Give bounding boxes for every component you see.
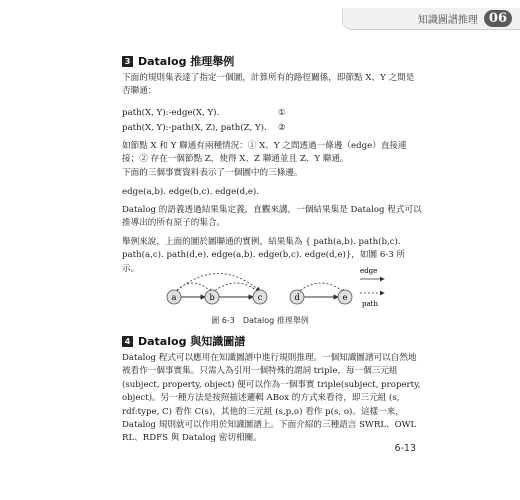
figure-caption: 圖 6-3 Datalog 推理舉例	[211, 316, 309, 325]
section-4-heading	[122, 333, 245, 349]
svg-text:a: a	[171, 293, 177, 302]
rule-2-text: path(X, Y):-path(X, Z), path(Z, Y).	[122, 123, 267, 133]
path-edge-d-e	[297, 283, 345, 293]
path-edge-a-c	[174, 273, 260, 293]
rule-2	[122, 123, 286, 133]
svg-text:c: c	[257, 293, 263, 302]
section-4-body: Datalog 程式可以應用在知識圖譜中進行規則推理。一個知識圖譜可以自然地被看作一個事實集。只需人為引用一個特殊的謂詞 triple，每一個三元組 (subject, property, object) 便可以作為一個事實 triple(subject, property, object)。另一種方法是按照描述邏輯 ABox 的方式來看待，即三元組 (s, rdf:type, C) 看作 C(s)，其他的三元組 (s,p,o) 看作 p(s, o)。這樣一來，Datalog 規則就可以作用於知識圖譜上。下面介紹的三種語言 SWRL、OWL RL、RDFS 與 Datalog 密切相關。	[122, 353, 421, 444]
node-a	[167, 290, 181, 304]
section-title: Datalog 與知識圖譜	[138, 335, 246, 348]
chapter-header-tab	[342, 8, 520, 30]
legend-edge-label: edge	[360, 267, 378, 275]
svg-text:e: e	[342, 293, 348, 302]
figure-legend	[360, 267, 384, 308]
facts-list: edge(a,b). edge(b,c). edge(d,e).	[122, 187, 260, 197]
node-b	[205, 290, 219, 304]
section-number-badge: 4	[122, 336, 133, 347]
datalog-graph-figure	[152, 263, 392, 315]
path-edge-a-b	[174, 283, 212, 293]
section-number-badge: 3	[122, 56, 133, 67]
page-number: 6-13	[394, 443, 416, 454]
legend-path-label: path	[362, 300, 378, 308]
node-e	[338, 290, 352, 304]
chapter-number: 06	[484, 10, 512, 27]
example-paragraph: 舉例來說，上面的圖於圖聯通的實例，結果集為 { path(a,b). path(b,c). path(a,c). path(d,e). edge(a,b). edge(b,c). edge(d,e)}，如圖 6-3 所示。	[122, 237, 405, 274]
semantics-paragraph: Datalog 的語義透過結果集定義，直觀來講，一個結果集是 Datalog 程式可以推導出的所有原子的集合。	[122, 205, 422, 229]
svg-text:d: d	[294, 293, 300, 302]
facts-intro: 下面的三個事實資料表示了一個圖中的三條邊。	[122, 168, 303, 178]
rule-1-mark: ①	[278, 108, 286, 118]
section-3-heading	[122, 53, 234, 69]
section-title: Datalog 推理舉例	[138, 55, 235, 68]
rule-explanation: 如節點 X 和 Y 聯通有兩種情況：① X、Y 之間透過一條邊（edge）直接連接；② 存在一個節點 Z，使得 X、Z 聯通並且 Z、Y 聯通。	[122, 141, 407, 165]
node-d	[290, 290, 304, 304]
node-c	[253, 290, 267, 304]
chapter-title: 知識圖譜推理	[417, 15, 478, 26]
section-3-intro: 下面的規則集表達了指定一個圖，計算所有的路徑關係，即節點 X、Y 之間是否聯通：	[122, 73, 415, 97]
path-edge-b-c	[212, 283, 260, 293]
rule-2-mark: ②	[278, 123, 286, 133]
rule-1	[122, 108, 286, 118]
svg-text:b: b	[209, 293, 215, 302]
rule-1-text: path(X, Y):-edge(X, Y).	[122, 108, 220, 118]
